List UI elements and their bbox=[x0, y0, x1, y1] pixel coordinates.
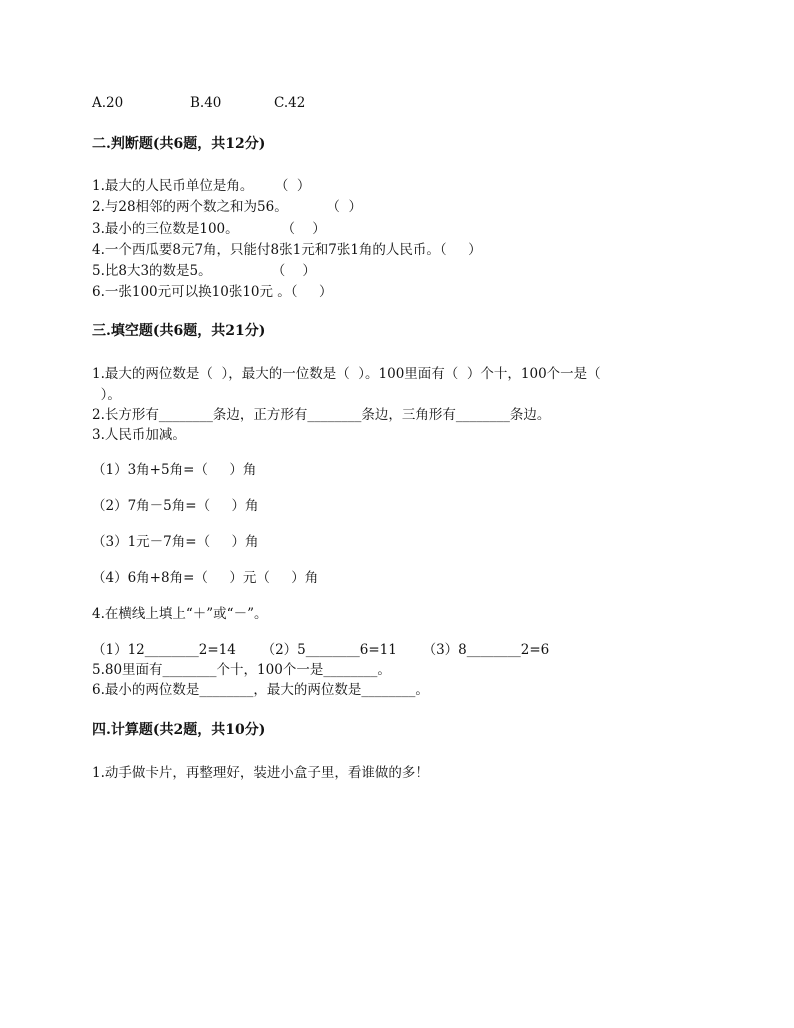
section2-title: 二.判断题(共6题，共12分) bbox=[92, 136, 266, 152]
section2-item-2: 2.与28相邻的两个数之和为56。 （ ） bbox=[92, 199, 362, 215]
section4-title: 四.计算题(共2题，共10分) bbox=[92, 722, 266, 738]
section3-q5: 5.80里面有________个十，100个一是________。 bbox=[92, 662, 391, 678]
section3-q2: 2.长方形有________条边，正方形有________条边，三角形有________条边。 bbox=[92, 407, 551, 423]
option-c: C.42 bbox=[274, 95, 306, 111]
section3-q1-line1: 1.最大的两位数是（ ），最大的一位数是（ ）。100里面有（ ）个十，100个一是（ bbox=[92, 366, 601, 382]
section4-q1: 1.动手做卡片，再整理好，装进小盒子里，看谁做的多！ bbox=[92, 765, 429, 781]
section3-q3-part-2: （2）7角－5角=（ ）角 bbox=[92, 498, 259, 514]
section3-q3-part-3: （3）1元－7角=（ ）角 bbox=[92, 534, 259, 550]
section3-q4-parts: （1）12________2=14 （2）5________6=11 （3）8________2=6 bbox=[92, 642, 550, 658]
section2-item-6: 6.一张100元可以换10张10元 。（ ） bbox=[92, 284, 333, 300]
section2-item-3: 3.最小的三位数是100。 （ ） bbox=[92, 221, 326, 237]
section2-item-1: 1.最大的人民币单位是角。 （ ） bbox=[92, 178, 311, 194]
section3-title: 三.填空题(共6题，共21分) bbox=[92, 323, 266, 339]
section2-item-4: 4.一个西瓜要8元7角，只能付8张1元和7张1角的人民币。（ ） bbox=[92, 242, 482, 258]
section3-q3: 3.人民币加减。 bbox=[92, 427, 186, 443]
option-a: A.20 bbox=[92, 95, 124, 111]
section3-q4: 4.在横线上填上“＋”或“－”。 bbox=[92, 606, 268, 622]
option-b: B.40 bbox=[190, 95, 222, 111]
section3-q6: 6.最小的两位数是________，最大的两位数是________。 bbox=[92, 682, 429, 698]
section3-q3-part-4: （4）6角+8角=（ ）元（ ）角 bbox=[92, 570, 319, 586]
section3-q3-part-1: （1）3角+5角=（ ）角 bbox=[92, 462, 257, 478]
section3-q1-line2: ）。 bbox=[92, 387, 121, 403]
section2-item-5: 5.比8大3的数是5。 （ ） bbox=[92, 263, 316, 279]
